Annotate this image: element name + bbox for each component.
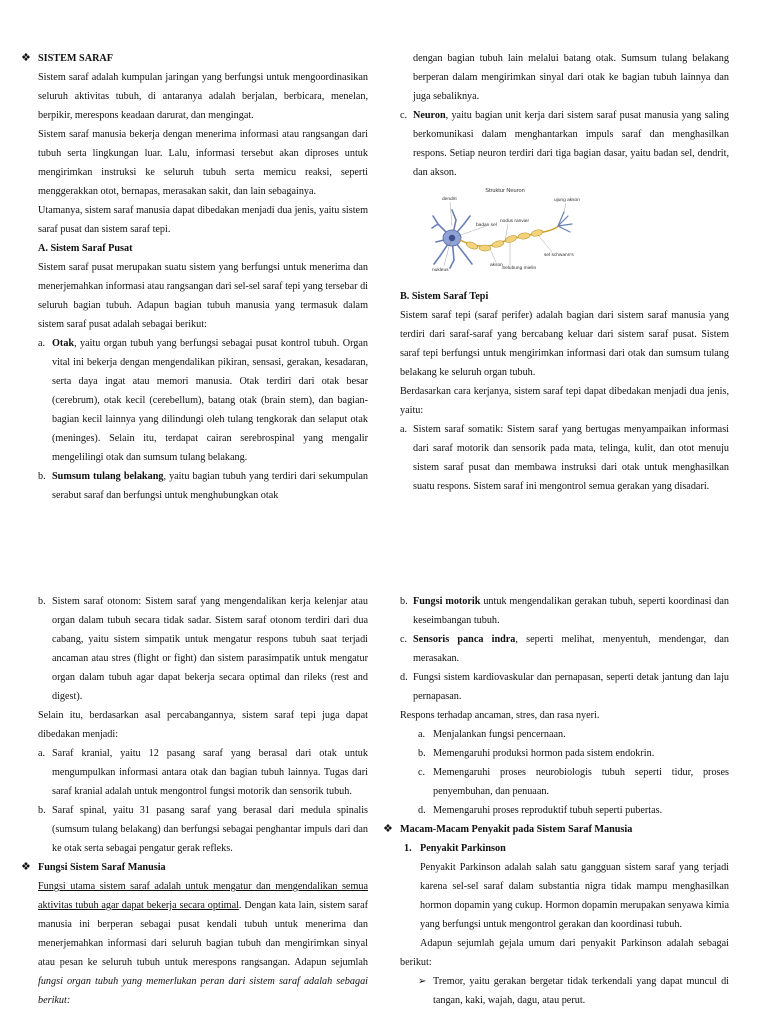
fungsi-heading-row: [21, 858, 368, 877]
list-item-kardiovaskular: d. Fungsi sistem kardiovaskular dan pernapasan, seperti detak jantung dan laju pernapasan.: [400, 672, 729, 702]
parkinson-title: Penyakit Parkinson: [420, 843, 506, 854]
label-badan-sel: badan sel: [476, 223, 497, 228]
list-item-spinal: b. Saraf spinal, yaitu 31 pasang saraf yang berasal dari medula spinalis (sumsum tulang belakang) dan berfungsi sebagai penghantar impuls dari dan ke otak serta sebagai pengatur gerak refleks.: [38, 805, 368, 854]
fungsi-sub-item: c. Memengaruhi proses neurobiologis tubuh seperti tidur, proses penyembuhan, dan penuaan.: [418, 767, 729, 797]
fungsi-paragraph: Fungsi utama sistem saraf adalah untuk mengatur dan mengendalikan semua aktivitas tubuh agar dapat bekerja secara optimal. Dengan kata lain, sistem saraf manusia ini berperan sebagai pusat kendali tubuh untuk menerima dan menerjemahkan informasi dari seluruh bagian tubuh dan mengirimkan sinyal atau pesan ke seluruh tubuh untuk merespons rangsangan. Adapun sejumlah fungsi organ tubuh yang memerlukan peran dari sistem saraf adalah sebagai berikut:: [38, 881, 368, 1006]
label-nodus-ranvier: nodus ranvier: [500, 219, 530, 224]
nucleus-shape: [449, 235, 455, 241]
label-akson: akson: [490, 263, 503, 268]
fungsi-sub-list: [400, 725, 729, 820]
subheading-saraf-tepi: B. Sistem Saraf Tepi: [400, 291, 489, 302]
diamond-bullet-icon: ❖: [21, 861, 31, 873]
list-item-somatik: a. Sistem saraf somatik: Sistem saraf yang bertugas menyampaikan informasi dari saraf motorik dan sensorik pada mata, telinga, kulit, dan otot menuju sistem saraf pusat dan membawa instruksi dari otak untuk menghasilkan suatu respons. Sistem saraf ini mengontrol semua gerakan yang disadari.: [400, 424, 729, 492]
parkinson-gejala-paragraph: Adapun sejumlah gejala umum dari penyakit Parkinson adalah sebagai berikut:: [400, 938, 729, 968]
parkinson-paragraph: Penyakit Parkinson adalah salah satu gangguan sistem saraf yang terjadi karena sel-sel saraf dalam substantia nigra tidak mampu menghasilkan hormon dopamin yang cukup. Hormon dopamin merupakan senyawa kimia yang berfungsi untuk mengontrol gerakan dan koordinasi tubuh.: [420, 862, 729, 930]
label-sel-schwann: sel schwann's: [544, 253, 574, 258]
intro-paragraph-2: Sistem saraf manusia bekerja dengan menerima informasi atau rangsangan dari tubuh serta lingkungan luar. Lalu, informasi tersebut akan diproses untuk mengirimkan instruksi ke seluruh tubuh serta memicu reaksi, seperti menggerakkan otot, bernapas, merasakan sakit, dan lain sebagainya.: [38, 129, 368, 197]
list-item-kranial: a. Saraf kranial, yaitu 12 pasang saraf yang berasal dari otak untuk mengumpulkan informasi antara otak dan bagian tubuh lainnya. Tugas dari saraf kranial adalah untuk mengontrol fungsi motorik dan sensorik tubuh.: [38, 748, 368, 797]
sistem-saraf-heading-row: [21, 49, 368, 68]
sumsum-continuation: dengan bagian tubuh lain melalui batang otak. Sumsum tulang belakang berperan dalam mengirimkan sinyal dari otak ke bagian tubuh lainnya dan juga sebaliknya.: [413, 53, 729, 102]
intro-paragraph-3: Utamanya, sistem saraf manusia dapat dibedakan menjadi dua jenis, yaitu sistem saraf pusat dan sistem saraf tepi.: [38, 205, 368, 235]
top-left-column: [21, 49, 368, 505]
saraf-tepi-paragraph-2: Berdasarkan cara kerjanya, sistem saraf tepi dapat dibedakan menjadi dua jenis, yaitu:: [400, 386, 729, 416]
tremor-item: ➢ Tremor, yaitu gerakan bergetar tidak terkendali yang dapat muncul di tangan, kaki, wajah, dagu, atau perut.: [400, 972, 729, 1010]
otak-term: Otak: [52, 338, 75, 349]
neuron-term: Neuron: [413, 110, 446, 121]
figure-title: Struktur Neuron: [485, 188, 525, 194]
list-item-sumsum: b. Sumsum tulang belakang, yaitu bagian tubuh yang terdiri dari sekumpulan serabut saraf dan berfungsi untuk menghubungkan otak: [38, 471, 368, 501]
list-item-otak: a. Otak, yaitu organ tubuh yang berfungsi sebagai pusat kontrol tubuh. Organ vital ini bekerja dengan mengendalikan pikiran, sensasi, gerakan, kesadaran, serta daya ingat atau memori manusia. Otak terdiri dari otak besar (cerebrum), otak kecil (cerebellum), batang otak (brain stem), dan bagian-bagian kecil lainnya yang dilindungi oleh tulang tengkorak dan selaput otak (meninges). Selain itu, terdapat cairan serebrospinal yang mengalir mengelilingi otak dan sumsum tulang belakang.: [38, 338, 368, 463]
bottom-right-column: [383, 592, 730, 1010]
arrow-bullet-icon: ➢: [418, 976, 427, 987]
diamond-bullet-icon: ❖: [383, 823, 393, 835]
label-nukleus: nukleus: [432, 268, 449, 273]
bottom-left-column: [21, 592, 368, 1010]
list-item-sensoris: c. Sensoris panca indra, seperti melihat, menyentuh, mendengar, dan merasakan.: [400, 634, 729, 664]
fungsi-italic-text: fungsi organ tubuh yang memerlukan peran dari sistem saraf adalah sebagai berikut:: [38, 976, 368, 1006]
fungsi-sub-item: a. Menjalankan fungsi pencernaan.: [418, 729, 566, 740]
fungsi-heading: Fungsi Sistem Saraf Manusia: [38, 862, 166, 873]
list-item-motorik: b. Fungsi motorik untuk mengendalikan gerakan tubuh, seperti koordinasi dan keseimbangan tubuh.: [400, 596, 730, 626]
neuron-structure-figure: [430, 186, 580, 274]
intro-paragraph-1: Sistem saraf adalah kumpulan jaringan yang berfungsi untuk mengoordinasikan seluruh aktivitas tubuh, di antaranya adalah berjalan, berbicara, menelan, berpikir, merespons keadaan darurat, dan mengingat.: [38, 72, 368, 121]
respons-line: Respons terhadap ancaman, stres, dan rasa nyeri.: [400, 710, 600, 721]
diamond-bullet-icon: ❖: [21, 52, 31, 64]
saraf-tepi-paragraph-1: Sistem saraf tepi (saraf perifer) adalah bagian dari sistem saraf manusia yang terdiri dari saraf-saraf yang bercabang keluar dari sistem saraf pusat. Sistem saraf tepi berfungsi untuk mengirimkan informasi dari otak dan sumsum tulang belakang ke seluruh organ tubuh.: [400, 310, 729, 378]
percabangan-paragraph: Selain itu, berdasarkan asal percabangannya, sistem saraf tepi juga dapat dibedakan menjadi:: [38, 710, 368, 740]
penyakit-heading-row: [383, 820, 729, 839]
sumsum-term: Sumsum tulang belakang: [52, 471, 164, 482]
top-right-column: [400, 49, 729, 496]
fungsi-sub-item: d. Memengaruhi proses reproduktif tubuh seperti pubertas.: [418, 805, 663, 816]
penyakit-heading: Macam-Macam Penyakit pada Sistem Saraf Manusia: [400, 824, 633, 835]
list-item-neuron: c. Neuron, yaitu bagian unit kerja dari sistem saraf pusat manusia yang saling berkomunikasi dalam menghantarkan impuls saraf dan menghasilkan respons. Setiap neuron terdiri dari tiga bagian dasar, yaitu badan sel, dendrit, dan akson.: [400, 110, 729, 178]
fungsi-underlined-text: Fungsi utama sistem saraf adalah untuk mengatur dan mengendalikan semua aktivitas tubuh agar dapat bekerja secara optimal: [38, 881, 368, 911]
label-ujung-akson: ujung akson: [554, 198, 580, 203]
parkinson-title-row: 1. Penyakit Parkinson: [404, 843, 506, 854]
subheading-saraf-pusat: A. Sistem Saraf Pusat: [38, 243, 133, 254]
label-selubung-mielin: Selubung mielin: [502, 266, 537, 271]
list-item-otonom: b. Sistem saraf otonom: Sistem saraf yang mengendalikan kerja kelenjar atau organ dalam tubuh secara tidak sadar. Sistem saraf otonom terdiri dari dua cabang, yaitu sistem simpatik untuk mengatur respons tubuh saat terjadi ancaman atau stres (flight or fight) dan sistem parasimpatik untuk mengatur organ dalam tubuh agar dapat bekerja secara optimal dan rileks (rest and digest).: [38, 596, 368, 702]
label-dendrit: dendrit: [442, 197, 457, 202]
fungsi-sub-item: b. Memengaruhi produksi hormon pada sistem endokrin.: [418, 748, 655, 759]
saraf-pusat-paragraph: Sistem saraf pusat merupakan suatu sistem yang berfungsi untuk menerima dan menerjemahkan informasi atau rangsangan dari sel-sel saraf tepi yang tersebar di seluruh bagian tubuh. Adapun bagian tubuh manusia yang termasuk dalam sistem saraf pusat adalah sebagai berikut:: [38, 262, 368, 330]
sistem-saraf-heading: SISTEM SARAF: [38, 53, 114, 64]
